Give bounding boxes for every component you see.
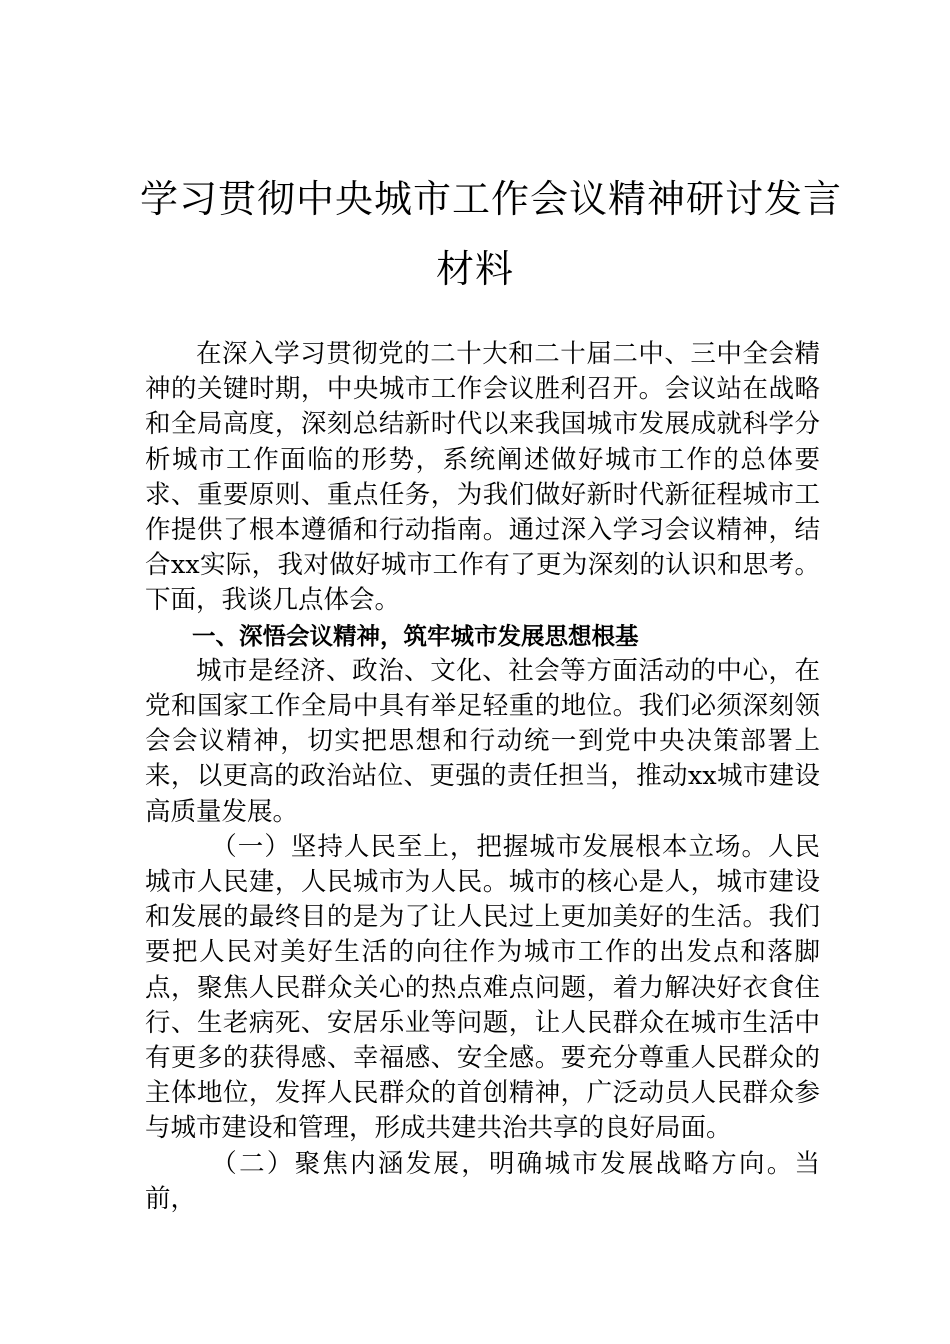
- subsection-1-paragraph: （一）坚持人民至上，把握城市发展根本立场。人民城市人民建，人民城市为人民。城市的核心是人，城市建设和发展的最终目的是为了让人民过上更加美好的生活。我们要把人民对美好生活的向往作为城市工作的出发点和落脚点，聚焦人民群众关心的热点难点问题，着力解决好衣食住行、生老病死、安居乐业等问题，让人民群众在城市生活中有更多的获得感、幸福感、安全感。要充分尊重人民群众的主体地位，发挥人民群众的首创精神，广泛动员人民群众参与城市建设和管理，形成共建共治共享的良好局面。: [145, 831, 820, 1144]
- section-1-paragraph: 城市是经济、政治、文化、社会等方面活动的中心，在党和国家工作全局中具有举足轻重的地位。我们必须深刻领会会议精神，切实把思想和行动统一到党中央决策部署上来，以更高的政治站位、更强的责任担当，推动xx城市建设高质量发展。: [145, 655, 820, 827]
- document-title-line-2: 材料: [435, 247, 514, 291]
- intro-paragraph: 在深入学习贯彻党的二十大和二十届二中、三中全会精神的关键时期，中央城市工作会议胜利召开。会议站在战略和全局高度，深刻总结新时代以来我国城市发展成就科学分析城市工作面临的形势，系统阐述做好城市工作的总体要求、重要原则、重点任务，为我们做好新时代新征程城市工作提供了根本遵循和行动指南。通过深入学习会议精神，结合xx实际，我对做好城市工作有了更为深刻的认识和思考。下面，我谈几点体会。: [145, 339, 820, 616]
- document-body: [145, 337, 820, 1217]
- section-heading-1: 一、深悟会议精神，筑牢城市发展思想根基: [192, 621, 639, 650]
- document-title-line-1: 学习贯彻中央城市工作会议精神研讨发言: [140, 177, 843, 221]
- subsection-2-paragraph: （二）聚焦内涵发展，明确城市发展战略方向。当前，: [145, 1148, 820, 1214]
